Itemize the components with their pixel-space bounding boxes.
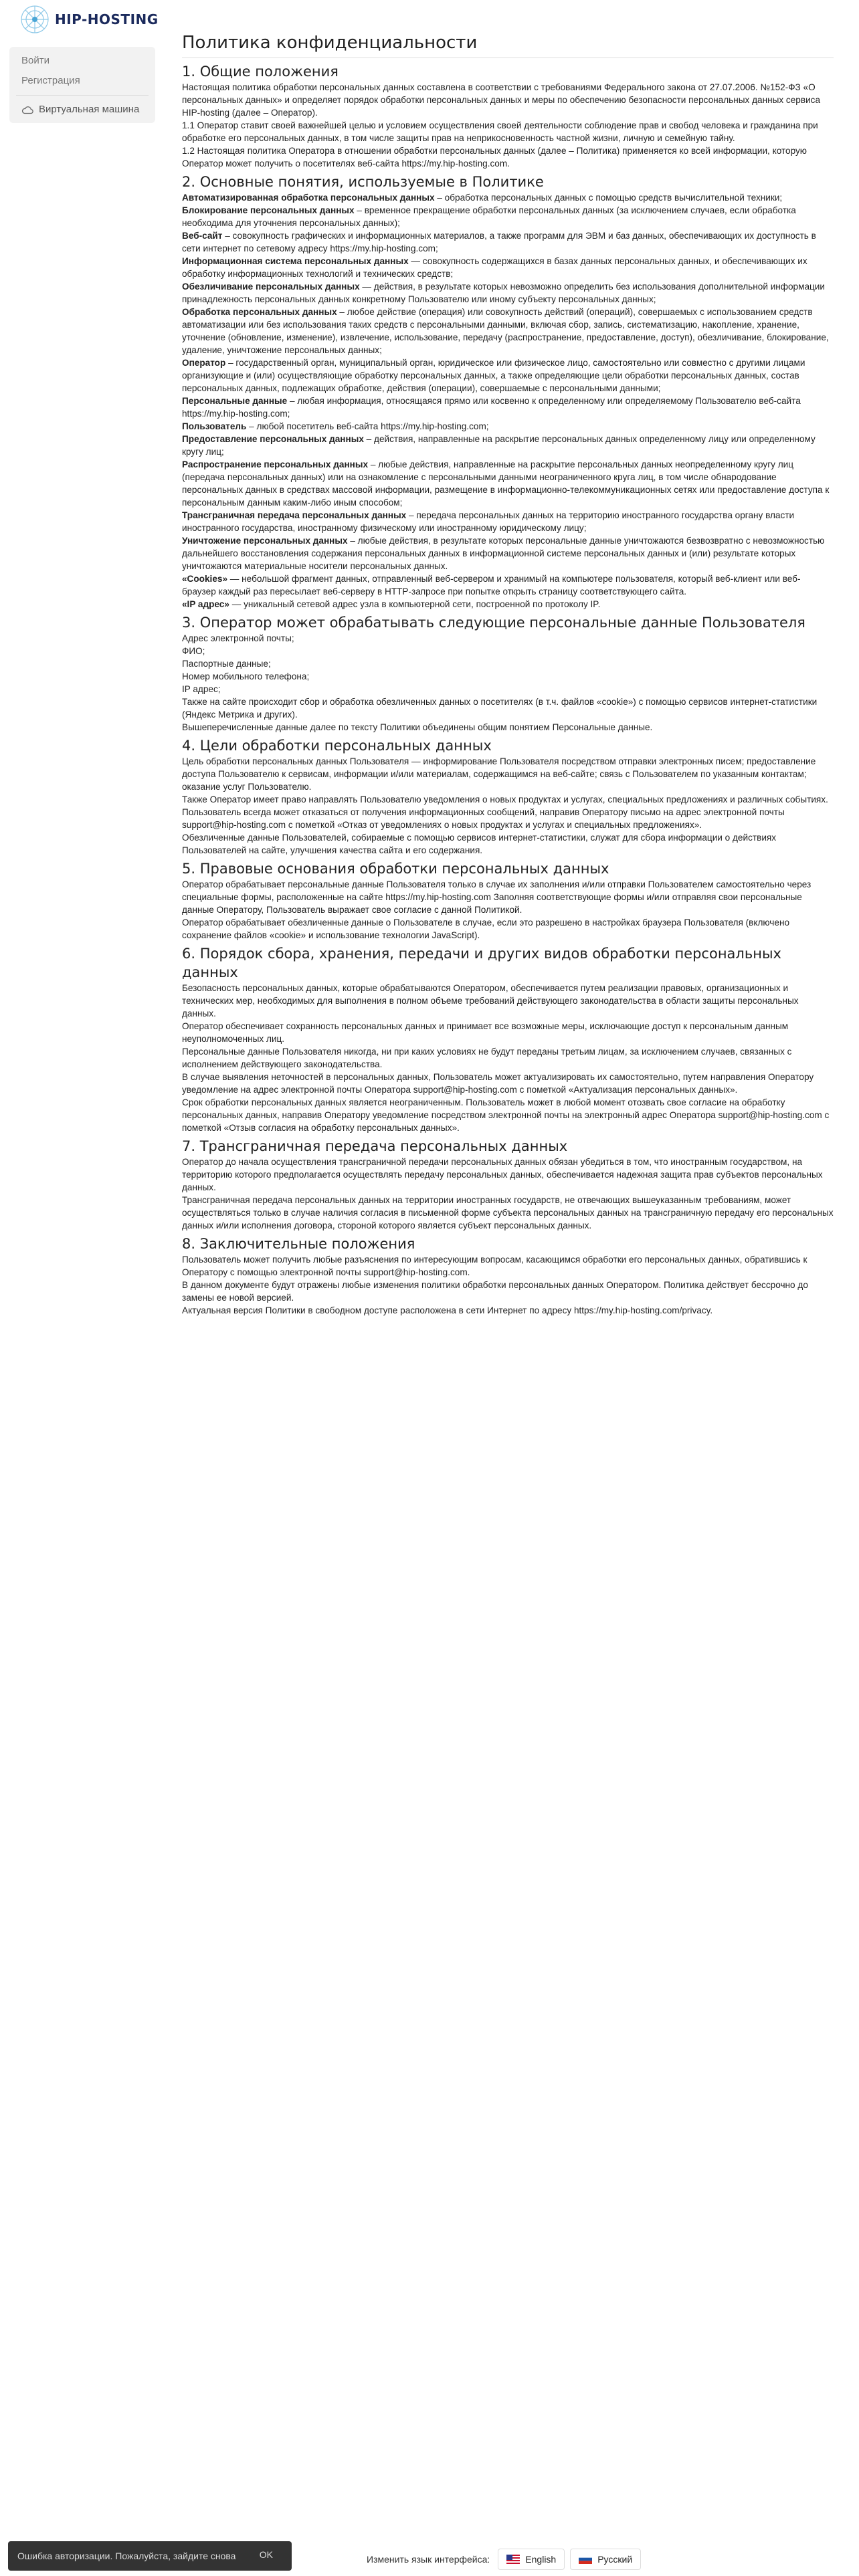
definition-item <box>182 356 834 395</box>
definition-text: – действия, направленные на раскрытие персональных данных определенному лицу или определенному кругу лиц; <box>182 434 816 457</box>
login-link[interactable]: Войти <box>21 55 50 66</box>
paragraph: ФИО; <box>182 646 205 656</box>
definition-item <box>182 433 834 458</box>
russian-label: Русский <box>597 2554 633 2565</box>
definition-text: — совокупность содержащихся в базах данных персональных данных, и обеспечивающих их обработку информационных технологий и технических средств; <box>182 256 807 279</box>
definition-term: Веб-сайт <box>182 231 223 241</box>
paragraph: Пользователь может получить любые разъяснения по интересующим вопросам, касающимся обработки его персональных данных, обратившись к Оператору с помощью электронной почты support@hip-hosting.com. <box>182 1255 807 1277</box>
paragraph: В данном документе будут отражены любые изменения политики обработки персональных данных Оператором. Политика действует бессрочно до замены ее новой версией. <box>182 1280 808 1303</box>
section-5-heading: 5. Правовые основания обработки персональных данных <box>182 861 609 877</box>
section-8-heading: 8. Заключительные положения <box>182 1236 415 1252</box>
section-6-body <box>182 982 834 1134</box>
definition-text: — небольшой фрагмент данных, отправленный веб-сервером и хранимый на компьютере пользователя, который веб-клиент или веб-браузер каждый раз пересылает веб-серверу в HTTP-запросе при попытке открыть страницу соответствующего сайта. <box>182 574 801 597</box>
section-6-heading: 6. Порядок сбора, хранения, передачи и других видов обработки персональных данных <box>182 946 781 980</box>
sidebar-divider <box>16 95 149 96</box>
definition-item <box>182 572 834 598</box>
us-flag-icon <box>506 2555 520 2564</box>
sidebar <box>9 47 155 123</box>
paragraph: Обезличенные данные Пользователей, собираемые с помощью сервисов интернет-статистики, служат для сбора информации о действиях Пользователей на сайте, улучшения качества сайта и его содержания. <box>182 833 777 855</box>
paragraph: Оператор обрабатывает персональные данные Пользователя только в случае их заполнения и/или отправки Пользователем самостоятельно через специальные формы, расположенные на сайте https://my.hip-hosting.com Заполняя соответствующие формы и/или отправляя свои персональные данные Оператору, Пользователь выражает свое согласие с данной Политикой. <box>182 879 812 915</box>
definition-text: – государственный орган, муниципальный орган, юридическое или физическое лицо, самостоятельно или совместно с другими лицами организующие и (или) осуществляющие обработку персональных данных, а также определяющие цели обработки персональных данных, состав персональных данных, подлежащих обработке, действия (операции), совершаемые с персональными данными; <box>182 358 805 393</box>
paragraph: Оператор обеспечивает сохранность персональных данных и принимает все возможные меры, исключающие доступ к персональным данным неуполномоченных лиц. <box>182 1021 789 1044</box>
definition-item <box>182 420 834 433</box>
error-toast <box>8 2541 292 2571</box>
paragraph: Также Оператор имеет право направлять Пользователю уведомления о новых продуктах и услугах, специальных предложениях и различных событиях. Пользователь всегда может отказаться от получения информационных сообщений, направив Оператору письмо на адрес электронной почты support@hip-hosting.com с пометкой «Отказ от уведомлениях о новых продуктах и услугах и специальных предложениях». <box>182 794 828 830</box>
english-button[interactable] <box>498 2549 565 2570</box>
section-1-p3: 1.2 Настоящая политика Оператора в отношении обработки персональных данных (далее – Политика) применяется ко всей информации, которую Оператор может получить о посетителях веб-сайта https://my.hip-hosting.com. <box>182 146 807 169</box>
section-2-heading: 2. Основные понятия, используемые в Политике <box>182 174 544 190</box>
definition-item <box>182 191 834 204</box>
page-title: Политика конфиденциальности <box>182 32 834 58</box>
english-label: English <box>525 2554 557 2565</box>
definition-item <box>182 534 834 572</box>
paragraph: Также на сайте происходит сбор и обработка обезличенных данных о посетителях (в т.ч. файлов «cookie») с помощью сервисов интернет-статистики (Яндекс Метрика и других). <box>182 697 818 720</box>
definition-text: – совокупность графических и информационных материалов, а также программ для ЭВМ и баз данных, обеспечивающих их доступность в сети интернет по сетевому адресу https://my.hip-hosting.com; <box>182 231 816 253</box>
definition-term: Пользователь <box>182 421 247 431</box>
paragraph: Персональные данные Пользователя никогда, ни при каких условиях не будут переданы третьим лицам, за исключением случаев, связанных с исполнением действующего законодательства. <box>182 1047 792 1069</box>
sidebar-item-vm[interactable] <box>9 100 155 120</box>
paragraph: Оператор до начала осуществления трансграничной передачи персональных данных обязан убедиться в том, что иностранным государством, на территорию которого предполагается осуществлять передачу персональных данных, обеспечивается надежная защита прав субъектов персональных данных. <box>182 1157 823 1192</box>
definition-text: — действия, в результате которых невозможно определить без использования дополнительной информации принадлежность персональных данных конкретному Пользователю или иному субъекту персональных данных; <box>182 282 825 304</box>
definition-term: Обработка персональных данных <box>182 307 337 317</box>
section-3-body <box>182 632 834 734</box>
definition-term: Предоставление персональных данных <box>182 434 364 444</box>
sidebar-item-vm-label: Виртуальная машина <box>39 104 140 115</box>
paragraph: Оператор обрабатывает обезличенные данные о Пользователе в случае, если это разрешено в настройках браузера Пользователя (включено сохранение файлов «cookie» и использование технологии JavaScript). <box>182 918 790 940</box>
paragraph: Адрес электронной почты; <box>182 633 294 643</box>
logo-icon <box>19 3 51 35</box>
register-link[interactable]: Регистрация <box>21 75 80 86</box>
russian-button[interactable] <box>570 2549 641 2570</box>
paragraph: Цель обработки персональных данных Пользователя — информирование Пользователя посредством отправки электронных писем; предоставление доступа Пользователю к сервисам, информации и/или материалам, содержащимся на веб-сайте; связь с Пользователем по указанным контактам; оказание услуг Пользователю. <box>182 756 816 792</box>
language-switcher <box>367 2548 641 2571</box>
definition-text: — уникальный сетевой адрес узла в компьютерной сети, построенной по протоколу IP. <box>229 599 601 609</box>
logo[interactable] <box>19 3 159 36</box>
definition-text: – обработка персональных данных с помощью средств вычислительной техники; <box>434 193 783 203</box>
definition-term: Уничтожение персональных данных <box>182 536 348 546</box>
definition-text: – любые действия, направленные на раскрытие персональных данных неопределенному кругу лиц (передача персональных данных) или на ознакомление с персональными данными неограниченного круга лиц, в том числе обнародование персональных данных в средствах массовой информации, размещение в информационно-телекоммуникационных сетях или предоставление доступа к персональным данным каким-либо иным способом; <box>182 459 830 508</box>
definition-text: – временное прекращение обработки персональных данных (за исключением случаев, если обработка необходима для уточнения персональных данных); <box>182 205 796 228</box>
toast-ok-button[interactable]: OK <box>259 2549 273 2560</box>
paragraph: Безопасность персональных данных, которые обрабатываются Оператором, обеспечивается путем реализации правовых, организационных и технических мер, необходимых для выполнения в полном объеме требований действующего законодательства в области защиты персональных данных. <box>182 983 799 1018</box>
section-1-p2: 1.1 Оператор ставит своей важнейшей целью и условием осуществления своей деятельности соблюдение прав и свобод человека и гражданина при обработке его персональных данных, в том числе защиты прав на неприкосновенность частной жизни, личную и семейную тайну. <box>182 120 818 143</box>
paragraph: Номер мобильного телефона; <box>182 671 310 681</box>
definition-item <box>182 255 834 280</box>
definition-term: «IP адрес» <box>182 599 229 609</box>
section-7-heading: 7. Трансграничная передача персональных данных <box>182 1138 568 1154</box>
paragraph: Срок обработки персональных данных является неограниченным. Пользователь может в любой момент отозвать свое согласие на обработку персональных данных, направив Оператору уведомление посредством электронной почты на электронный адрес Оператора support@hip-hosting.com с пометкой «Отзыв согласия на обработку персональных данных». <box>182 1097 830 1133</box>
definition-text: – любые действия, в результате которых персональные данные уничтожаются безвозвратно с невозможностью дальнейшего восстановления содержания персональных данных в информационной системе персональных данных и (или) результате которых уничтожаются материальные носители персональных данных. <box>182 536 825 571</box>
paragraph: Актуальная версия Политики в свободном доступе расположена в сети Интернет по адресу https://my.hip-hosting.com/privacy. <box>182 1305 713 1315</box>
definition-term: Блокирование персональных данных <box>182 205 355 215</box>
definition-term: Распространение персональных данных <box>182 459 369 469</box>
definition-text: – любая информация, относящаяся прямо или косвенно к определенному или определяемому Пользователю веб-сайта https://my.hip-hosting.com; <box>182 396 801 419</box>
section-1-p1: Настоящая политика обработки персональных данных составлена в соответствии с требованиями Федерального закона от 27.07.2006. №152-ФЗ «О персональных данных» и определяет порядок обработки персональных данных и меры по обеспечению безопасности персональных данных сервиса HIP-hosting (далее – Оператор). <box>182 82 821 118</box>
section-5-body <box>182 878 834 942</box>
paragraph: IP адрес; <box>182 684 221 694</box>
section-4-body <box>182 755 834 857</box>
section-4-heading: 4. Цели обработки персональных данных <box>182 738 492 754</box>
definition-term: Трансграничная передача персональных данных <box>182 510 407 520</box>
definition-item <box>182 509 834 534</box>
definition-item <box>182 306 834 356</box>
definition-item <box>182 204 834 229</box>
definition-item <box>182 280 834 306</box>
definition-term: Автоматизированная обработка персональных данных <box>182 193 435 203</box>
definition-item <box>182 458 834 509</box>
paragraph: Паспортные данные; <box>182 659 271 669</box>
definition-term: Оператор <box>182 358 226 368</box>
language-label: Изменить язык интерфейса: <box>367 2554 490 2565</box>
section-7-body <box>182 1156 834 1232</box>
brand-name: HIP-HOSTING <box>55 11 159 27</box>
definition-item <box>182 395 834 420</box>
policy-content <box>182 32 834 1317</box>
definition-item <box>182 598 834 611</box>
definition-text: – любой посетитель веб-сайта https://my.hip-hosting.com; <box>246 421 489 431</box>
definition-term: Информационная система персональных данных <box>182 256 409 266</box>
paragraph: Трансграничная передача персональных данных на территории иностранных государств, не отвечающих вышеуказанным требованиям, может осуществляться только в случае наличия согласия в письменной форме субъекта персональных данных на трансграничную передачу его персональных данных и/или исполнения договора, стороной которого является субъект персональных данных. <box>182 1195 834 1230</box>
definition-text: – любое действие (операция) или совокупность действий (операций), совершаемых с использованием средств автоматизации или без использования таких средств с персональными данными, включая сбор, запись, систематизацию, накопление, хранение, уточнение (обновление, изменение), извлечение, использование, передачу (распространение, предоставление, доступ), обезличивание, блокирование, удаление, уничтожение персональных данных; <box>182 307 829 355</box>
section-8-body <box>182 1253 834 1317</box>
definition-item <box>182 229 834 255</box>
section-1-heading: 1. Общие положения <box>182 64 339 80</box>
definitions-list <box>182 191 834 611</box>
definition-term: «Cookies» <box>182 574 228 584</box>
paragraph: Вышеперечисленные данные далее по тексту Политики объединены общим понятием Персональные данные. <box>182 722 653 732</box>
definition-term: Обезличивание персональных данных <box>182 282 360 292</box>
paragraph: В случае выявления неточностей в персональных данных, Пользователь может актуализировать их самостоятельно, путем направления Оператору уведомление на адрес электронной почты Оператора support@hip-hosting.com с пометкой «Актуализация персональных данных». <box>182 1072 814 1095</box>
definition-term: Персональные данные <box>182 396 288 406</box>
ru-flag-icon <box>579 2555 592 2564</box>
toast-message: Ошибка авторизации. Пожалуйста, зайдите снова <box>17 2551 236 2561</box>
definition-text: – передача персональных данных на территорию иностранного государства органу власти иностранного государства, иностранному физическому или иностранному юридическому лицу; <box>182 510 795 533</box>
cloud-icon <box>21 105 33 114</box>
section-3-heading: 3. Оператор может обрабатывать следующие персональные данные Пользователя <box>182 615 805 631</box>
